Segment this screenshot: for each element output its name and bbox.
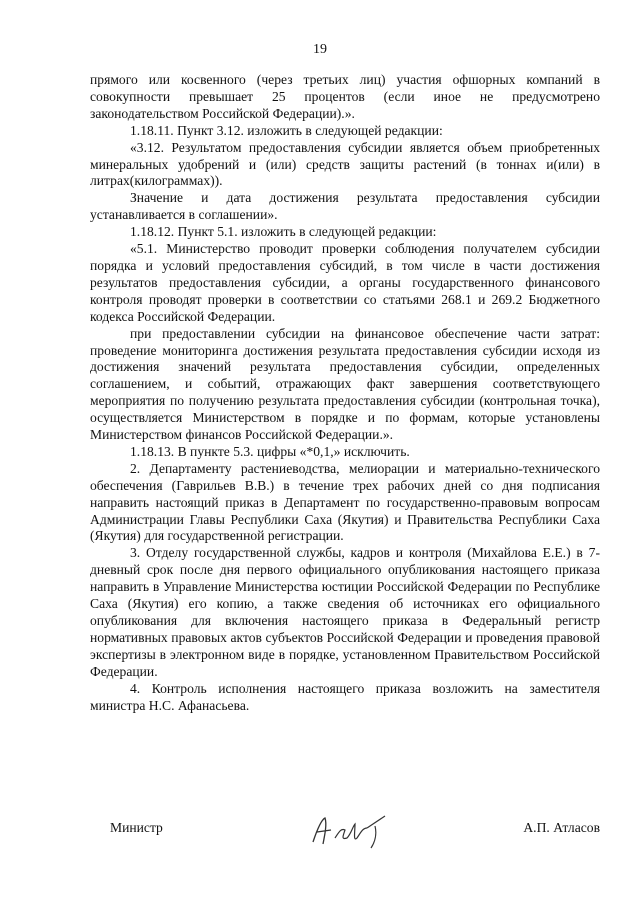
- paragraph: при предоставлении субсидии на финансовое обеспечение части затрат: проведение мониторинга достижения результата предоставления субсидии исходя из достижения значений результата предоставления субсидии, определенных соглашением, и событий, отражающих факт завершения соответствующего мероприятия по получению результата предоставления субсидии (контрольная точка), осуществляется Министерством в порядке и по формам, которые установлены Министерством финансов Российской Федерации.».: [90, 325, 600, 443]
- paragraph: «5.1. Министерство проводит проверки соблюдения получателем субсидии порядка и условий предоставления субсидий, в том числе в части достижения результатов предоставления субсидии, а органы государственного финансового контроля проводят проверки в соответствии со статьями 268.1 и 269.2 Бюджетного кодекса Российской Федерации.: [90, 241, 600, 324]
- page-number: 19: [313, 42, 327, 57]
- paragraph: 2. Департаменту растениеводства, мелиорации и материально-технического обеспечения (Гаврильев В.В.) в течение трех рабочих дней со дня подписания направить настоящий приказ в Департамент по государственно-правовым вопросам Администрации Главы Республики Саха (Якутия) и Правительства Республики Саха (Якутия) для государственной регистрации.: [90, 460, 600, 544]
- paragraph: 4. Контроль исполнения настоящего приказа возложить на заместителя министра Н.С. Афанасьева.: [90, 680, 600, 713]
- signature-block: [110, 812, 600, 852]
- paragraph: Значение и дата достижения результата предоставления субсидии устанавливается в соглашении».: [90, 190, 600, 223]
- paragraph: 1.18.13. В пункте 5.3. цифры «*0,1,» исключить.: [130, 443, 410, 459]
- paragraph: прямого или косвенного (через третьих лиц) участия офшорных компаний в совокупности превышает 25 процентов (если иное не предусмотрено законодательством Российской Федерации).».: [90, 72, 600, 121]
- document-body: [90, 72, 600, 714]
- paragraph: 1.18.12. Пункт 5.1. изложить в следующей редакции:: [130, 224, 437, 240]
- paragraph: «3.12. Результатом предоставления субсидии является объем приобретенных минеральных удобрений и (или) средств защиты растений (в тоннах и(или) в литрах(килограммах)).: [90, 139, 600, 189]
- paragraph: 1.18.11. Пункт 3.12. изложить в следующей редакции:: [130, 122, 443, 138]
- signatory-name: А.П. Атласов: [523, 820, 600, 835]
- paragraph: 3. Отделу государственной службы, кадров и контроля (Михайлова Е.Е.) в 7-дневный срок после дня первого официального опубликования настоящего приказа направить в Управление Министерства юстиции Российской Федерации по Республике Саха (Якутия) его копию, а также сведения об источниках его официального опубликования для включения настоящего приказа в Федеральный регистр нормативных правовых актов субъектов Российской Федерации и проведения правовой экспертизы в электронном виде в порядке, установленном Правительством Российской Федерации.: [90, 545, 600, 679]
- handwritten-signature: [305, 812, 395, 850]
- signatory-title: Министр: [110, 820, 163, 835]
